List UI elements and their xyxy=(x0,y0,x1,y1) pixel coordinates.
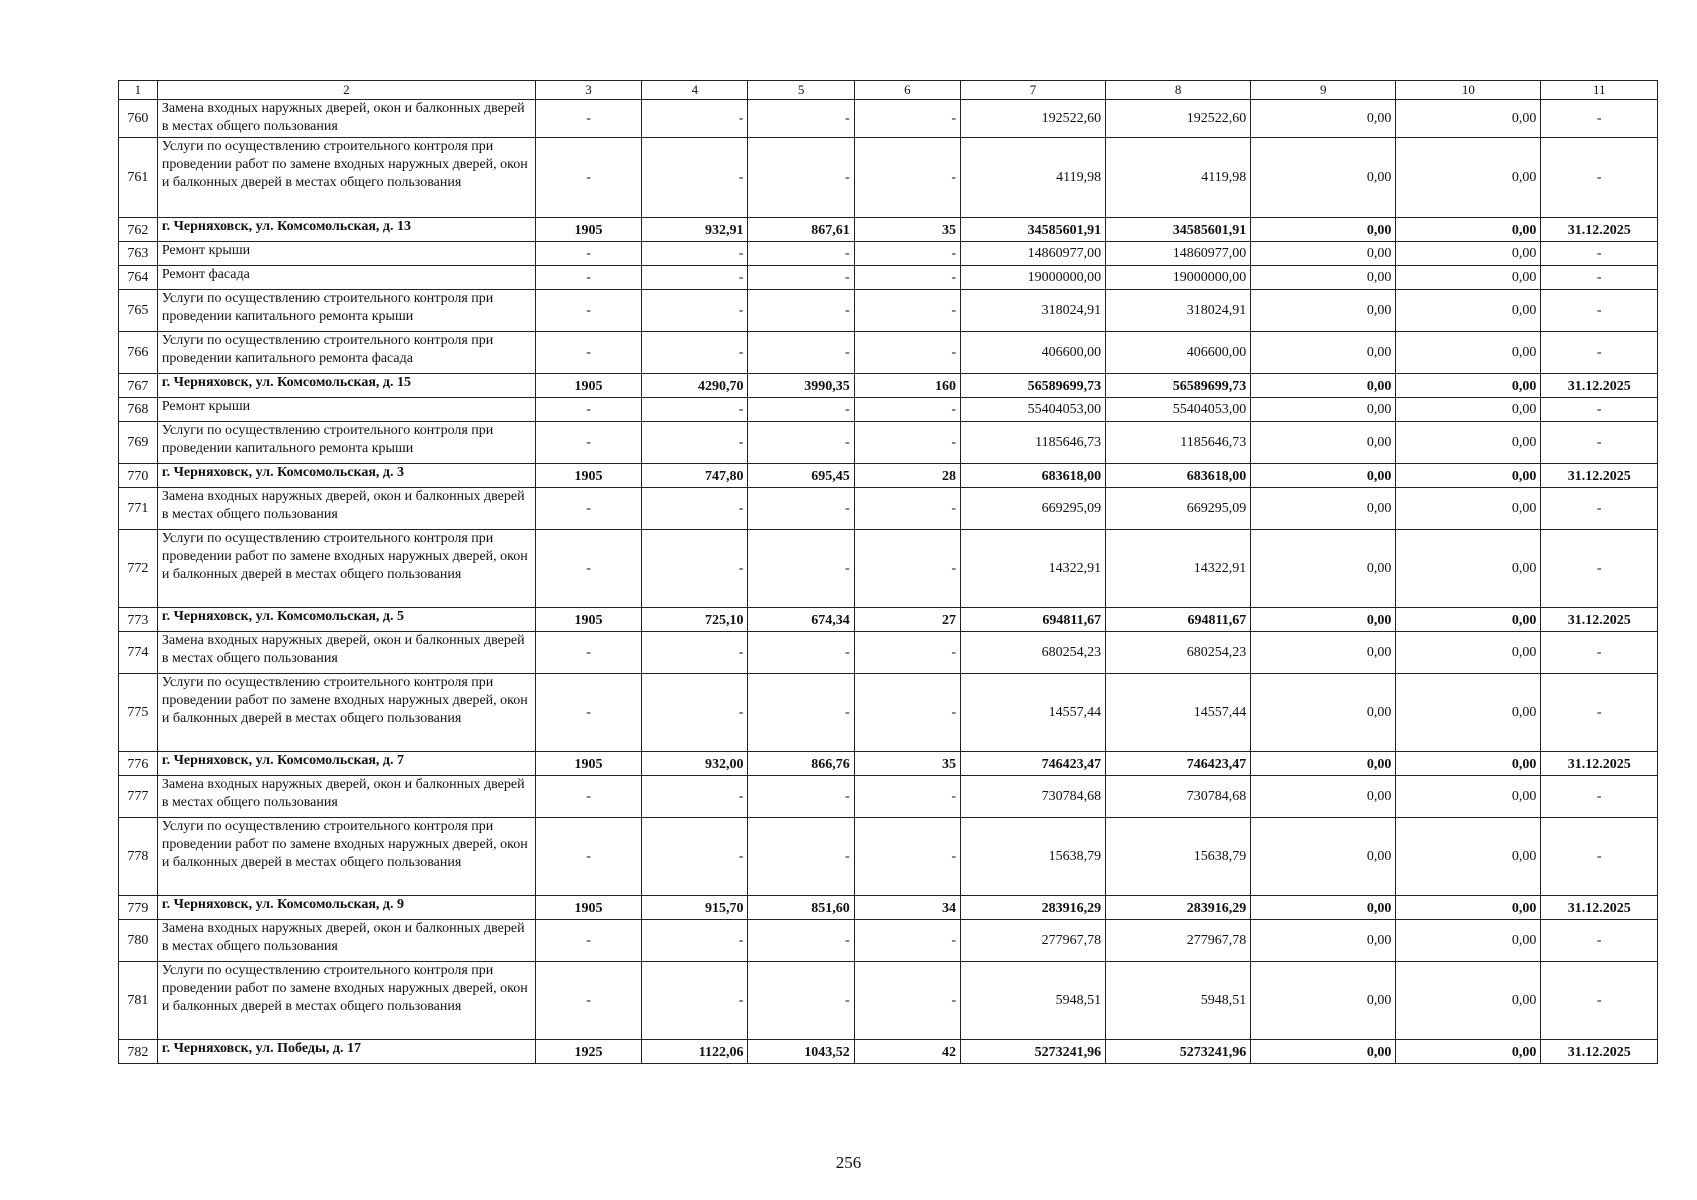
cell-col5: - xyxy=(748,290,854,332)
cell-col4: - xyxy=(642,290,748,332)
row-number: 779 xyxy=(119,896,158,920)
table-row xyxy=(119,290,1658,332)
row-name: г. Черняховск, ул. Победы, д. 17 xyxy=(157,1040,535,1064)
table-row xyxy=(119,962,1658,1040)
cell-year: 1905 xyxy=(535,608,641,632)
cell-col4: - xyxy=(642,332,748,374)
cell-col6: - xyxy=(854,138,960,218)
row-name: Замена входных наружных дверей, окон и балконных дверей в местах общего пользования xyxy=(157,488,535,530)
cell-year: - xyxy=(535,920,641,962)
col-header-11: 11 xyxy=(1541,81,1658,100)
cell-col6: - xyxy=(854,818,960,896)
row-name: Замена входных наружных дверей, окон и балконных дверей в местах общего пользования xyxy=(157,920,535,962)
cell-col10: 0,00 xyxy=(1396,776,1541,818)
cell-year: - xyxy=(535,818,641,896)
cell-col9: 0,00 xyxy=(1251,1040,1396,1064)
cell-col11: - xyxy=(1541,422,1658,464)
cell-col8: 192522,60 xyxy=(1106,100,1251,138)
cell-col11: - xyxy=(1541,242,1658,266)
cell-col5: 1043,52 xyxy=(748,1040,854,1064)
cell-col10: 0,00 xyxy=(1396,290,1541,332)
cell-col10: 0,00 xyxy=(1396,422,1541,464)
cell-col4: 915,70 xyxy=(642,896,748,920)
row-name: г. Черняховск, ул. Комсомольская, д. 9 xyxy=(157,896,535,920)
cell-col7: 4119,98 xyxy=(960,138,1105,218)
row-name: Услуги по осуществлению строительного контроля при проведении работ по замене входных наружных дверей, окон и балконных дверей в местах общего пользования xyxy=(157,674,535,752)
page-number: 256 xyxy=(835,1153,862,1172)
cell-col7: 318024,91 xyxy=(960,290,1105,332)
cell-col8: 14860977,00 xyxy=(1106,242,1251,266)
cell-col8: 277967,78 xyxy=(1106,920,1251,962)
cell-col8: 5273241,96 xyxy=(1106,1040,1251,1064)
cell-col5: - xyxy=(748,398,854,422)
cell-year: - xyxy=(535,242,641,266)
row-name: Ремонт фасада xyxy=(157,266,535,290)
cell-col4: - xyxy=(642,818,748,896)
cell-col7: 55404053,00 xyxy=(960,398,1105,422)
cell-year: - xyxy=(535,674,641,752)
cell-col7: 14322,91 xyxy=(960,530,1105,608)
col-header-4: 4 xyxy=(642,81,748,100)
table-row xyxy=(119,674,1658,752)
cell-col8: 14557,44 xyxy=(1106,674,1251,752)
cell-col6: 35 xyxy=(854,218,960,242)
cell-col11: - xyxy=(1541,920,1658,962)
cell-col11: 31.12.2025 xyxy=(1541,608,1658,632)
cell-col5: - xyxy=(748,962,854,1040)
cell-col10: 0,00 xyxy=(1396,398,1541,422)
table-row xyxy=(119,138,1658,218)
cell-col8: 406600,00 xyxy=(1106,332,1251,374)
cell-col5: - xyxy=(748,138,854,218)
col-header-3: 3 xyxy=(535,81,641,100)
cell-col6: 160 xyxy=(854,374,960,398)
cell-col11: - xyxy=(1541,674,1658,752)
cell-col4: - xyxy=(642,398,748,422)
cell-year: - xyxy=(535,100,641,138)
row-number: 777 xyxy=(119,776,158,818)
row-number: 774 xyxy=(119,632,158,674)
cell-col6: - xyxy=(854,488,960,530)
cell-col9: 0,00 xyxy=(1251,266,1396,290)
capital-repair-table xyxy=(118,80,1658,1064)
cell-col9: 0,00 xyxy=(1251,398,1396,422)
row-name: г. Черняховск, ул. Комсомольская, д. 7 xyxy=(157,752,535,776)
cell-year: - xyxy=(535,138,641,218)
cell-col5: - xyxy=(748,332,854,374)
cell-col4: - xyxy=(642,266,748,290)
row-name: Услуги по осуществлению строительного контроля при проведении капитального ремонта крыши xyxy=(157,290,535,332)
row-name: г. Черняховск, ул. Комсомольская, д. 3 xyxy=(157,464,535,488)
cell-col6: - xyxy=(854,962,960,1040)
cell-col9: 0,00 xyxy=(1251,674,1396,752)
cell-col7: 746423,47 xyxy=(960,752,1105,776)
row-number: 776 xyxy=(119,752,158,776)
cell-col4: - xyxy=(642,242,748,266)
table-row xyxy=(119,530,1658,608)
row-number: 760 xyxy=(119,100,158,138)
header-row xyxy=(119,81,1658,100)
cell-col10: 0,00 xyxy=(1396,896,1541,920)
cell-col6: - xyxy=(854,530,960,608)
cell-col8: 680254,23 xyxy=(1106,632,1251,674)
row-name: Замена входных наружных дверей, окон и балконных дверей в местах общего пользования xyxy=(157,776,535,818)
cell-col7: 730784,68 xyxy=(960,776,1105,818)
row-number: 761 xyxy=(119,138,158,218)
cell-col10: 0,00 xyxy=(1396,632,1541,674)
cell-year: - xyxy=(535,776,641,818)
cell-col11: 31.12.2025 xyxy=(1541,464,1658,488)
cell-col11: 31.12.2025 xyxy=(1541,752,1658,776)
cell-col6: - xyxy=(854,398,960,422)
cell-col9: 0,00 xyxy=(1251,818,1396,896)
row-number: 765 xyxy=(119,290,158,332)
table-row xyxy=(119,100,1658,138)
cell-col4: 747,80 xyxy=(642,464,748,488)
cell-col5: - xyxy=(748,100,854,138)
cell-year: 1905 xyxy=(535,374,641,398)
cell-col6: - xyxy=(854,100,960,138)
cell-col4: 1122,06 xyxy=(642,1040,748,1064)
row-name: Услуги по осуществлению строительного контроля при проведении капитального ремонта фасада xyxy=(157,332,535,374)
cell-year: - xyxy=(535,332,641,374)
cell-col9: 0,00 xyxy=(1251,962,1396,1040)
cell-col5: - xyxy=(748,920,854,962)
cell-col10: 0,00 xyxy=(1396,608,1541,632)
table-row xyxy=(119,632,1658,674)
cell-col10: 0,00 xyxy=(1396,818,1541,896)
cell-col8: 15638,79 xyxy=(1106,818,1251,896)
cell-col5: 695,45 xyxy=(748,464,854,488)
cell-col6: 42 xyxy=(854,1040,960,1064)
cell-col5: - xyxy=(748,632,854,674)
table-row xyxy=(119,422,1658,464)
cell-col7: 5273241,96 xyxy=(960,1040,1105,1064)
col-header-1: 1 xyxy=(119,81,158,100)
cell-col4: - xyxy=(642,530,748,608)
cell-col5: - xyxy=(748,422,854,464)
cell-col9: 0,00 xyxy=(1251,138,1396,218)
cell-col9: 0,00 xyxy=(1251,896,1396,920)
row-name: г. Черняховск, ул. Комсомольская, д. 15 xyxy=(157,374,535,398)
table-row xyxy=(119,488,1658,530)
cell-col8: 318024,91 xyxy=(1106,290,1251,332)
cell-col6: 27 xyxy=(854,608,960,632)
cell-col7: 406600,00 xyxy=(960,332,1105,374)
cell-col10: 0,00 xyxy=(1396,218,1541,242)
cell-col5: - xyxy=(748,674,854,752)
cell-year: - xyxy=(535,422,641,464)
cell-year: - xyxy=(535,488,641,530)
cell-col10: 0,00 xyxy=(1396,962,1541,1040)
cell-col4: - xyxy=(642,632,748,674)
cell-col8: 683618,00 xyxy=(1106,464,1251,488)
cell-col7: 277967,78 xyxy=(960,920,1105,962)
cell-col5: - xyxy=(748,242,854,266)
col-header-6: 6 xyxy=(854,81,960,100)
cell-col6: - xyxy=(854,674,960,752)
table-row xyxy=(119,266,1658,290)
cell-col8: 283916,29 xyxy=(1106,896,1251,920)
table-row xyxy=(119,242,1658,266)
cell-col8: 746423,47 xyxy=(1106,752,1251,776)
cell-col9: 0,00 xyxy=(1251,332,1396,374)
cell-col11: - xyxy=(1541,266,1658,290)
row-number: 782 xyxy=(119,1040,158,1064)
cell-year: 1925 xyxy=(535,1040,641,1064)
cell-col9: 0,00 xyxy=(1251,488,1396,530)
table-row-address xyxy=(119,1040,1658,1064)
cell-col10: 0,00 xyxy=(1396,266,1541,290)
cell-col5: - xyxy=(748,488,854,530)
cell-col4: - xyxy=(642,422,748,464)
row-number: 773 xyxy=(119,608,158,632)
row-name: Услуги по осуществлению строительного контроля при проведении капитального ремонта крыши xyxy=(157,422,535,464)
cell-col8: 55404053,00 xyxy=(1106,398,1251,422)
cell-col5: 866,76 xyxy=(748,752,854,776)
cell-year: - xyxy=(535,290,641,332)
cell-col5: 867,61 xyxy=(748,218,854,242)
row-number: 780 xyxy=(119,920,158,962)
cell-col6: - xyxy=(854,632,960,674)
cell-col7: 669295,09 xyxy=(960,488,1105,530)
cell-col7: 683618,00 xyxy=(960,464,1105,488)
row-name: г. Черняховск, ул. Комсомольская, д. 13 xyxy=(157,218,535,242)
cell-col8: 56589699,73 xyxy=(1106,374,1251,398)
cell-col7: 1185646,73 xyxy=(960,422,1105,464)
cell-col9: 0,00 xyxy=(1251,530,1396,608)
cell-col8: 4119,98 xyxy=(1106,138,1251,218)
row-name: Услуги по осуществлению строительного контроля при проведении работ по замене входных наружных дверей, окон и балконных дверей в местах общего пользования xyxy=(157,818,535,896)
cell-col5: - xyxy=(748,776,854,818)
cell-col10: 0,00 xyxy=(1396,1040,1541,1064)
table-body xyxy=(119,100,1658,1064)
col-header-5: 5 xyxy=(748,81,854,100)
row-name: Услуги по осуществлению строительного контроля при проведении работ по замене входных наружных дверей, окон и балконных дверей в местах общего пользования xyxy=(157,530,535,608)
cell-col8: 19000000,00 xyxy=(1106,266,1251,290)
cell-year: - xyxy=(535,962,641,1040)
cell-col10: 0,00 xyxy=(1396,464,1541,488)
cell-col10: 0,00 xyxy=(1396,100,1541,138)
cell-col6: - xyxy=(854,920,960,962)
cell-col7: 15638,79 xyxy=(960,818,1105,896)
cell-year: 1905 xyxy=(535,752,641,776)
col-header-10: 10 xyxy=(1396,81,1541,100)
row-number: 769 xyxy=(119,422,158,464)
cell-col5: - xyxy=(748,266,854,290)
row-name: г. Черняховск, ул. Комсомольская, д. 5 xyxy=(157,608,535,632)
cell-col6: - xyxy=(854,290,960,332)
cell-col5: 674,34 xyxy=(748,608,854,632)
row-number: 770 xyxy=(119,464,158,488)
cell-col11: - xyxy=(1541,100,1658,138)
cell-col7: 34585601,91 xyxy=(960,218,1105,242)
row-number: 771 xyxy=(119,488,158,530)
cell-col11: - xyxy=(1541,488,1658,530)
row-number: 781 xyxy=(119,962,158,1040)
cell-col11: - xyxy=(1541,632,1658,674)
cell-col9: 0,00 xyxy=(1251,632,1396,674)
cell-col4: 932,00 xyxy=(642,752,748,776)
cell-col9: 0,00 xyxy=(1251,608,1396,632)
cell-col10: 0,00 xyxy=(1396,242,1541,266)
cell-col5: - xyxy=(748,530,854,608)
cell-col7: 14557,44 xyxy=(960,674,1105,752)
table-row xyxy=(119,776,1658,818)
table-row-address xyxy=(119,374,1658,398)
table-row xyxy=(119,398,1658,422)
table-row xyxy=(119,332,1658,374)
cell-col7: 14860977,00 xyxy=(960,242,1105,266)
cell-col10: 0,00 xyxy=(1396,674,1541,752)
row-number: 778 xyxy=(119,818,158,896)
row-name: Услуги по осуществлению строительного контроля при проведении работ по замене входных наружных дверей, окон и балконных дверей в местах общего пользования xyxy=(157,138,535,218)
cell-col4: - xyxy=(642,100,748,138)
cell-col11: - xyxy=(1541,290,1658,332)
cell-col10: 0,00 xyxy=(1396,752,1541,776)
row-number: 763 xyxy=(119,242,158,266)
row-number: 764 xyxy=(119,266,158,290)
cell-col11: - xyxy=(1541,530,1658,608)
cell-col11: - xyxy=(1541,398,1658,422)
cell-col10: 0,00 xyxy=(1396,530,1541,608)
cell-year: - xyxy=(535,398,641,422)
cell-col11: 31.12.2025 xyxy=(1541,218,1658,242)
cell-col6: 28 xyxy=(854,464,960,488)
table-row-address xyxy=(119,752,1658,776)
cell-col9: 0,00 xyxy=(1251,464,1396,488)
cell-col10: 0,00 xyxy=(1396,138,1541,218)
cell-col9: 0,00 xyxy=(1251,752,1396,776)
cell-col11: - xyxy=(1541,818,1658,896)
cell-col4: - xyxy=(642,776,748,818)
cell-col8: 694811,67 xyxy=(1106,608,1251,632)
row-name: Ремонт крыши xyxy=(157,242,535,266)
col-header-2: 2 xyxy=(157,81,535,100)
cell-col4: 932,91 xyxy=(642,218,748,242)
cell-col6: 34 xyxy=(854,896,960,920)
cell-year: - xyxy=(535,632,641,674)
cell-col4: 725,10 xyxy=(642,608,748,632)
cell-col9: 0,00 xyxy=(1251,290,1396,332)
row-number: 762 xyxy=(119,218,158,242)
cell-col6: - xyxy=(854,242,960,266)
cell-col7: 56589699,73 xyxy=(960,374,1105,398)
cell-year: 1905 xyxy=(535,218,641,242)
cell-year: 1905 xyxy=(535,464,641,488)
row-number: 772 xyxy=(119,530,158,608)
cell-col11: - xyxy=(1541,138,1658,218)
cell-col7: 19000000,00 xyxy=(960,266,1105,290)
row-number: 768 xyxy=(119,398,158,422)
cell-col8: 34585601,91 xyxy=(1106,218,1251,242)
cell-col8: 730784,68 xyxy=(1106,776,1251,818)
cell-col7: 283916,29 xyxy=(960,896,1105,920)
cell-col8: 5948,51 xyxy=(1106,962,1251,1040)
cell-col11: 31.12.2025 xyxy=(1541,896,1658,920)
cell-col9: 0,00 xyxy=(1251,776,1396,818)
table-row-address xyxy=(119,608,1658,632)
table-row-address xyxy=(119,464,1658,488)
cell-year: - xyxy=(535,530,641,608)
table-row xyxy=(119,818,1658,896)
table-row xyxy=(119,920,1658,962)
cell-col4: 4290,70 xyxy=(642,374,748,398)
cell-col6: - xyxy=(854,332,960,374)
cell-col7: 694811,67 xyxy=(960,608,1105,632)
col-header-7: 7 xyxy=(960,81,1105,100)
row-name: Услуги по осуществлению строительного контроля при проведении работ по замене входных наружных дверей, окон и балконных дверей в местах общего пользования xyxy=(157,962,535,1040)
col-header-9: 9 xyxy=(1251,81,1396,100)
cell-col10: 0,00 xyxy=(1396,920,1541,962)
row-number: 766 xyxy=(119,332,158,374)
row-name: Ремонт крыши xyxy=(157,398,535,422)
cell-col11: - xyxy=(1541,962,1658,1040)
cell-col5: 3990,35 xyxy=(748,374,854,398)
table-row-address xyxy=(119,896,1658,920)
cell-col10: 0,00 xyxy=(1396,332,1541,374)
row-number: 775 xyxy=(119,674,158,752)
cell-col7: 192522,60 xyxy=(960,100,1105,138)
cell-col4: - xyxy=(642,138,748,218)
cell-col9: 0,00 xyxy=(1251,920,1396,962)
cell-col8: 669295,09 xyxy=(1106,488,1251,530)
cell-col8: 1185646,73 xyxy=(1106,422,1251,464)
cell-col8: 14322,91 xyxy=(1106,530,1251,608)
row-name: Замена входных наружных дверей, окон и балконных дверей в местах общего пользования xyxy=(157,100,535,138)
col-header-8: 8 xyxy=(1106,81,1251,100)
cell-col10: 0,00 xyxy=(1396,488,1541,530)
cell-col9: 0,00 xyxy=(1251,218,1396,242)
row-number: 767 xyxy=(119,374,158,398)
cell-year: 1905 xyxy=(535,896,641,920)
cell-col10: 0,00 xyxy=(1396,374,1541,398)
cell-col5: - xyxy=(748,818,854,896)
cell-col9: 0,00 xyxy=(1251,242,1396,266)
cell-col4: - xyxy=(642,920,748,962)
cell-col11: - xyxy=(1541,332,1658,374)
cell-col4: - xyxy=(642,674,748,752)
cell-col4: - xyxy=(642,962,748,1040)
table-row-address xyxy=(119,218,1658,242)
cell-col5: 851,60 xyxy=(748,896,854,920)
cell-col11: 31.12.2025 xyxy=(1541,1040,1658,1064)
row-name: Замена входных наружных дверей, окон и балконных дверей в местах общего пользования xyxy=(157,632,535,674)
cell-col7: 680254,23 xyxy=(960,632,1105,674)
cell-col11: - xyxy=(1541,776,1658,818)
cell-col11: 31.12.2025 xyxy=(1541,374,1658,398)
cell-col4: - xyxy=(642,488,748,530)
cell-col6: 35 xyxy=(854,752,960,776)
cell-col6: - xyxy=(854,266,960,290)
cell-col6: - xyxy=(854,422,960,464)
cell-col6: - xyxy=(854,776,960,818)
cell-col7: 5948,51 xyxy=(960,962,1105,1040)
cell-col9: 0,00 xyxy=(1251,100,1396,138)
cell-col9: 0,00 xyxy=(1251,422,1396,464)
cell-col9: 0,00 xyxy=(1251,374,1396,398)
cell-year: - xyxy=(535,266,641,290)
